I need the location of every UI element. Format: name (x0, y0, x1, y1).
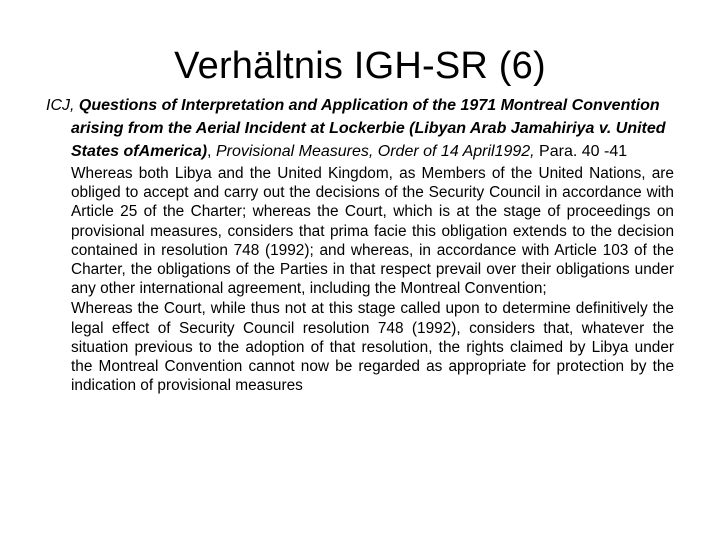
citation-separator: , (207, 143, 216, 160)
case-name: Questions of Interpretation and Application of the 1971 Montreal Convention arising from the Aerial Incident at Lockerbie (Libyan Arab Jamahiriya v. United States ofAmerica) (71, 97, 666, 160)
case-citation (46, 94, 674, 163)
slide-body (46, 94, 674, 395)
slide-title: Verhältnis IGH-SR (6) (174, 45, 546, 87)
citation-paragraphs: Para. 40 -41 (534, 143, 628, 160)
quote-paragraph-1: Whereas both Libya and the United Kingdom, as Members of the United Nations, are obliged to accept and carry out the decisions of the Security Council in accordance with Article 25 of the Charter; whereas the Court, which is at the stage of proceedings on provisional measures, considers that prima facie this obligation extends to the decision contained in resolution 748 (1992); and whereas, in accordance with Article 103 of the Charter, the obligations of the Parties in that respect prevail over their obligations under any other international agreement, including the Montreal Convention; (71, 165, 674, 298)
quote-paragraph-2: Whereas the Court, while thus not at this stage called upon to determine definitively the legal effect of Security Council resolution 748 (1992), considers that, whatever the situation previous to the adoption of that resolution, the rights claimed by Libya under the Montreal Convention cannot now be regarded as appropriate for protection by the indication of provisional measures (71, 300, 674, 395)
citation-order: Provisional Measures, Order of 14 April1992, (215, 143, 535, 160)
citation-prefix: ICJ, (46, 97, 79, 114)
